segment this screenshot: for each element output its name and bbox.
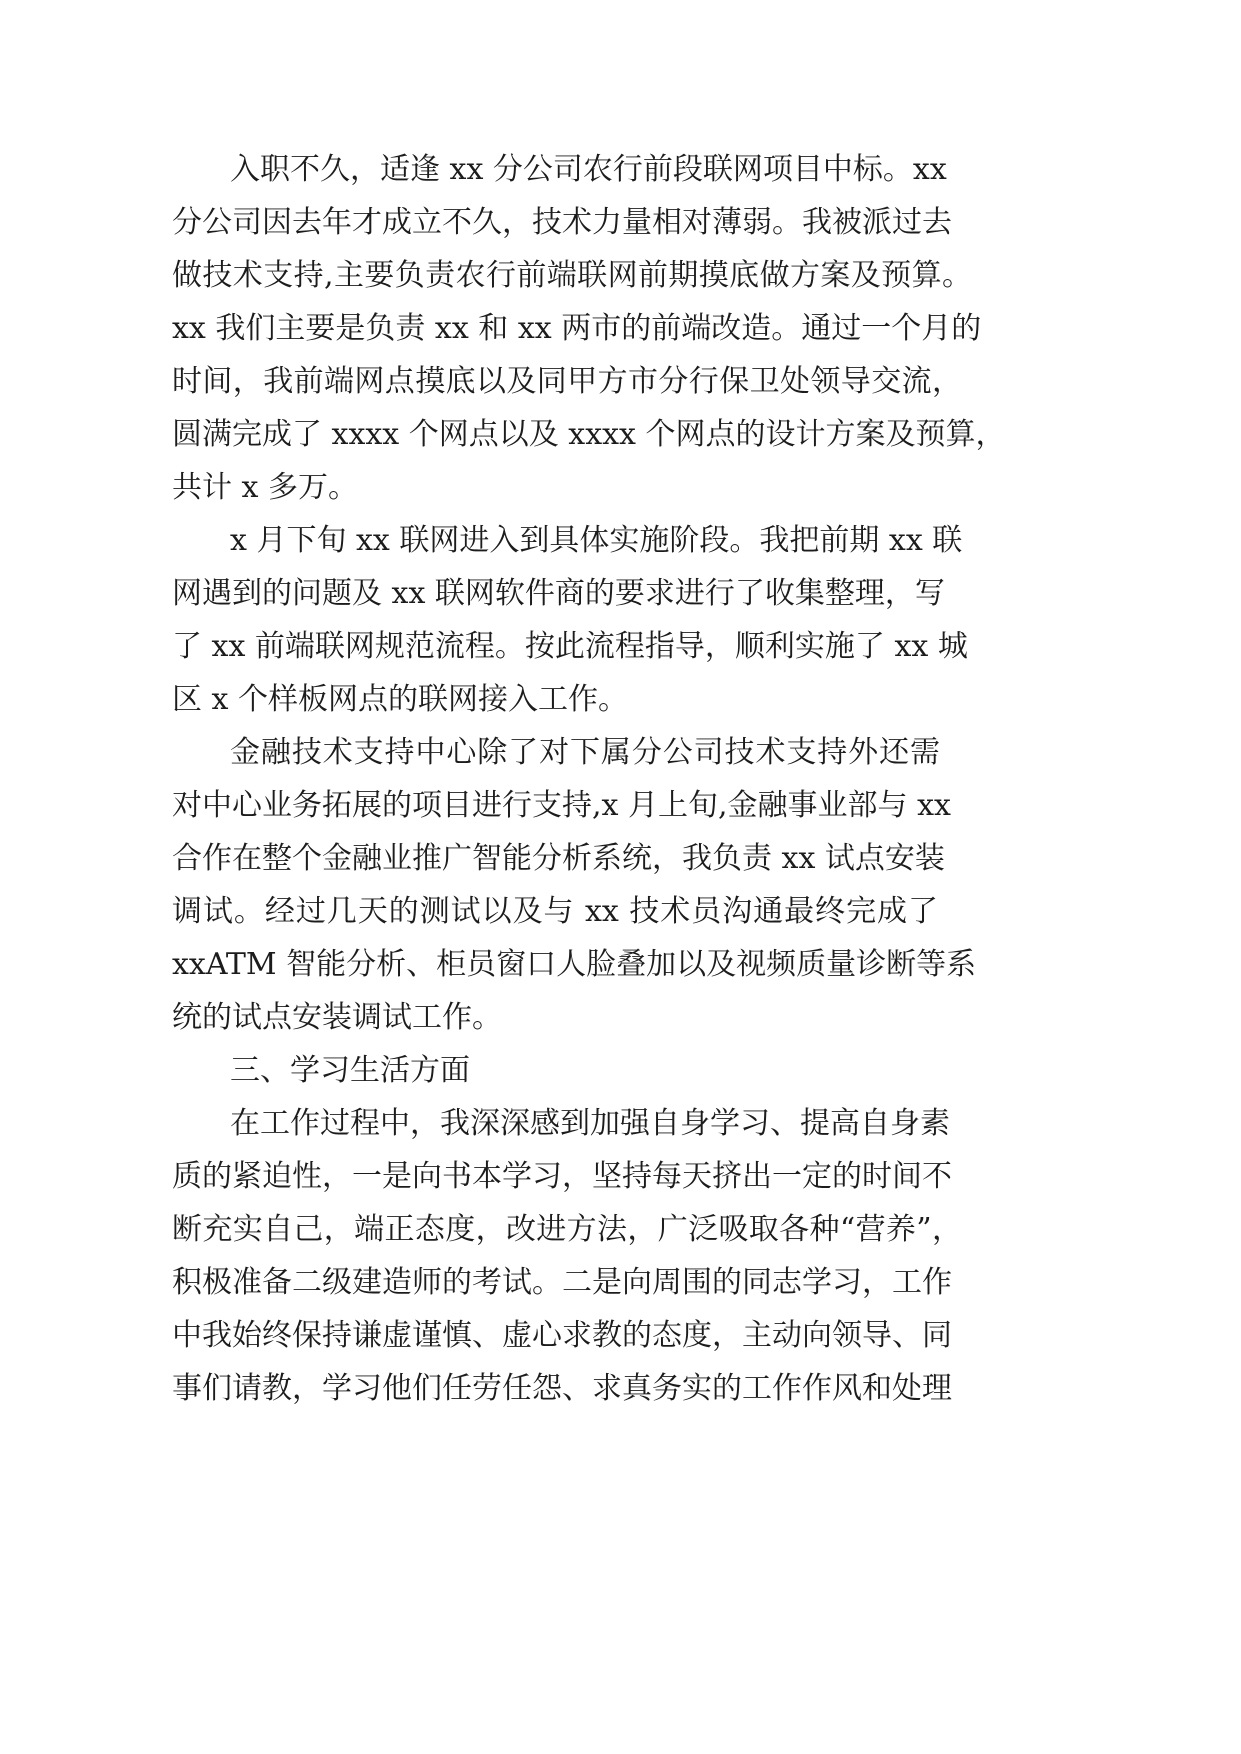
paragraph-1-line-2: 分公司因去年才成立不久，技术力量相对薄弱。我被派过去 bbox=[172, 205, 952, 240]
paragraph-3-line-2: 对中心业务拓展的项目进行支持,x 月上旬,金融事业部与 xx bbox=[172, 788, 951, 823]
paragraph-3-line-3: 合作在整个金融业推广智能分析系统，我负责 xx 试点安装 bbox=[172, 841, 945, 876]
section-heading-study-life: 三、学习生活方面 bbox=[230, 1053, 470, 1088]
paragraph-1-line-3: 做技术支持,主要负责农行前端联网前期摸底做方案及预算。 bbox=[172, 258, 972, 293]
paragraph-3-line-1: 金融技术支持中心除了对下属分公司技术支持外还需 bbox=[230, 735, 940, 770]
paragraph-2-line-2: 网遇到的问题及 xx 联网软件商的要求进行了收集整理，写 bbox=[172, 576, 945, 611]
paragraph-3-line-5: xxATM 智能分析、柜员窗口人脸叠加以及视频质量诊断等系 bbox=[172, 947, 977, 982]
paragraph-2-line-4: 区 x 个样板网点的联网接入工作。 bbox=[172, 682, 628, 717]
paragraph-5-line-5: 中我始终保持谦虚谨慎、虚心求教的态度，主动向领导、同 bbox=[172, 1318, 952, 1353]
paragraph-1-line-4: xx 我们主要是负责 xx 和 xx 两市的前端改造。通过一个月的 bbox=[172, 311, 982, 346]
paragraph-5-line-4: 积极准备二级建造师的考试。二是向周围的同志学习，工作 bbox=[172, 1265, 952, 1300]
paragraph-1-line-6: 圆满完成了 xxxx 个网点以及 xxxx 个网点的设计方案及预算， bbox=[172, 417, 1006, 452]
paragraph-2-line-3: 了 xx 前端联网规范流程。按此流程指导，顺利实施了 xx 城 bbox=[172, 629, 968, 664]
paragraph-3-line-4: 调试。经过几天的测试以及与 xx 技术员沟通最终完成了 bbox=[172, 894, 938, 929]
paragraph-5-line-2: 质的紧迫性，一是向书本学习，坚持每天挤出一定的时间不 bbox=[172, 1159, 952, 1194]
paragraph-1-line-7: 共计 x 多万。 bbox=[172, 470, 358, 505]
paragraph-5-line-1: 在工作过程中，我深深感到加强自身学习、提高自身素 bbox=[230, 1106, 950, 1141]
paragraph-5-line-6: 事们请教，学习他们任劳任怨、求真务实的工作作风和处理 bbox=[172, 1371, 952, 1406]
paragraph-5-line-3: 断充实自己，端正态度，改进方法，广泛吸取各种“营养”， bbox=[172, 1212, 962, 1247]
paragraph-1-line-1: 入职不久，适逢 xx 分公司农行前段联网项目中标。xx bbox=[230, 152, 947, 187]
paragraph-2-line-1: x 月下旬 xx 联网进入到具体实施阶段。我把前期 xx 联 bbox=[230, 523, 963, 558]
paragraph-1-line-5: 时间，我前端网点摸底以及同甲方市分行保卫处领导交流， bbox=[172, 364, 962, 399]
paragraph-3-line-6: 统的试点安装调试工作。 bbox=[172, 1000, 502, 1035]
